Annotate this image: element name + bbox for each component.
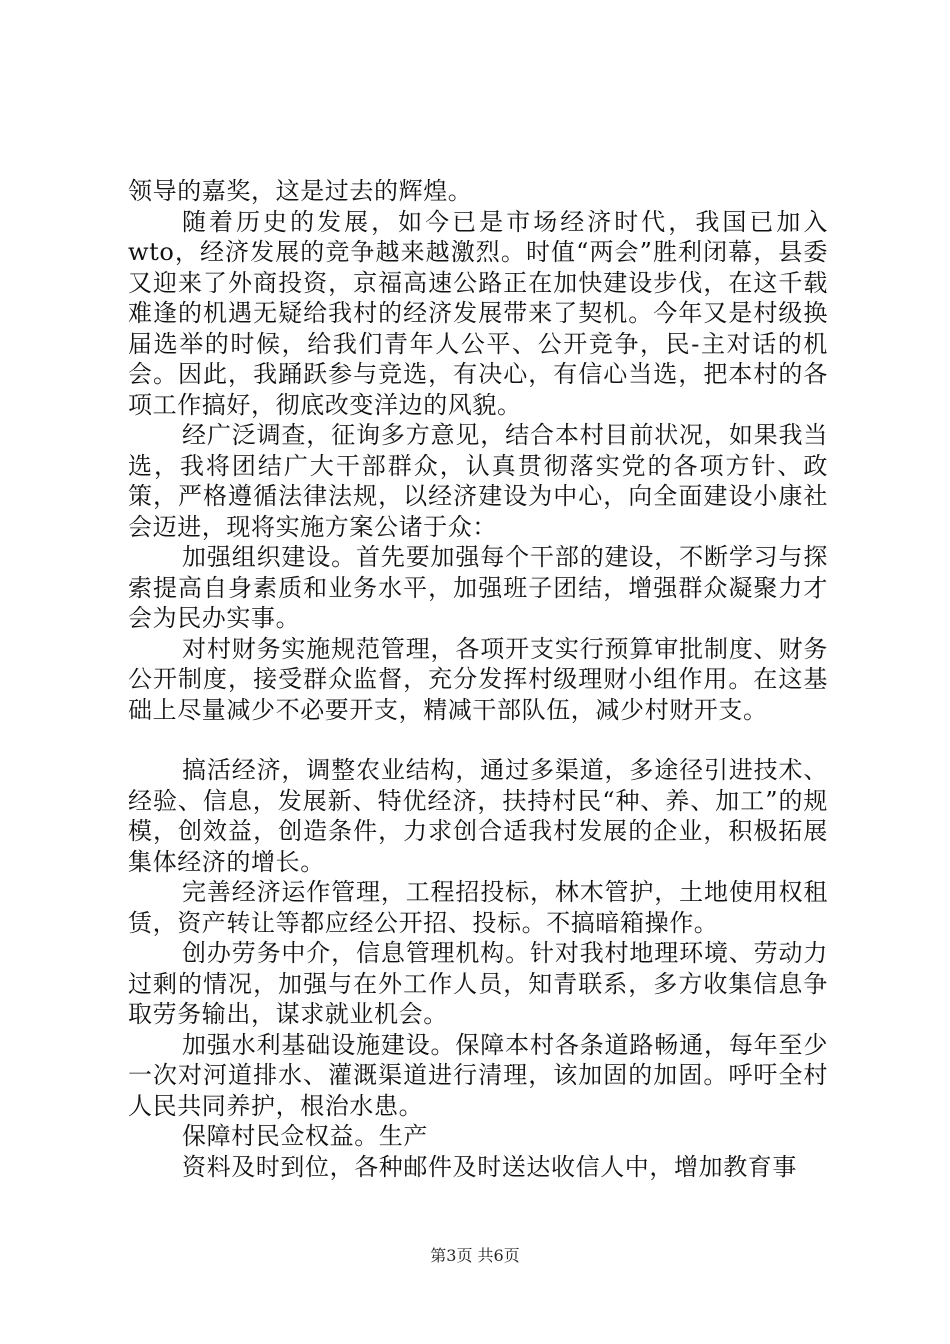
paragraph-3: 经广泛调查，征询多方意见，结合本村目前状况，如果我当选，我将团结广大干部群众，认真贯彻落实党的各项方针、政策，严格遵循法律法规，以经济建设为中心，向全面建设小康社会迈进，现将实施方案公诸于众： (128, 421, 828, 541)
paragraph-6: 搞活经济，调整农业结构，通过多渠道，多途径引进技术、经验、信息，发展新、特优经济，扶持村民“种、养、加工”的规模，创效益，创造条件，力求创合适我村发展的企业，积极拓展集体经济的增长。 (128, 756, 828, 876)
paragraph-1: 领导的嘉奖，这是过去的辉煌。 (128, 177, 473, 205)
page-footer: 第3页 共6页 (430, 1246, 520, 1265)
paragraph-gap (128, 725, 828, 755)
document-body (128, 176, 828, 1182)
paragraph-7: 完善经济运作管理，工程招投标，林木管护，土地使用权租赁，资产转让等都应经公开招、投标。不搞暗箱操作。 (128, 878, 828, 937)
paragraph-9: 加强水利基础设施建设。保障本村各条道路畅通，每年至少一次对河道排水、灌溉渠道进行清理，该加固的加固。呼吁全村人民共同养护，根治水患。 (128, 1030, 828, 1120)
paragraph-4: 加强组织建设。首先要加强每个干部的建设，不断学习与探索提高自身素质和业务水平，加强班子团结，增强群众凝聚力才会为民办实事。 (128, 543, 828, 632)
paragraph-5: 对村财务实施规范管理，各项开支实行预算审批制度、财务公开制度，接受群众监督，充分发挥村级理财小组作用。在这基础上尽量减少不必要开支，精减干部队伍，减少村财开支。 (128, 634, 828, 724)
paragraph-2: 随着历史的发展，如今已是市场经济时代，我国已加入wto，经济发展的竞争越来越激烈。时值“两会”胜利闭幕，县委又迎来了外商投资，京福高速公路正在加快建设步伐，在这千载难逢的机遇无疑给我村的经济发展带来了契机。今年又是村级换届选举的时候，给我们青年人公平、公开竞争，民-主对话的机会。因此，我踊跃参与竞选，有决心，有信心当选，把本村的各项工作搞好，彻底改变洋边的风貌。 (128, 207, 828, 419)
paragraph-10: 保障村民佥权益。生产 (182, 1122, 428, 1150)
paragraph-8: 创办劳务中介，信息管理机构。针对我村地理环境、劳动力过剩的情况，加强与在外工作人员，知青联系，多方收集信息争取劳务输出，谋求就业机会。 (128, 939, 828, 1028)
paragraph-11: 资料及时到位，各种邮件及时送达收信人中，增加教育事 (182, 1152, 797, 1181)
